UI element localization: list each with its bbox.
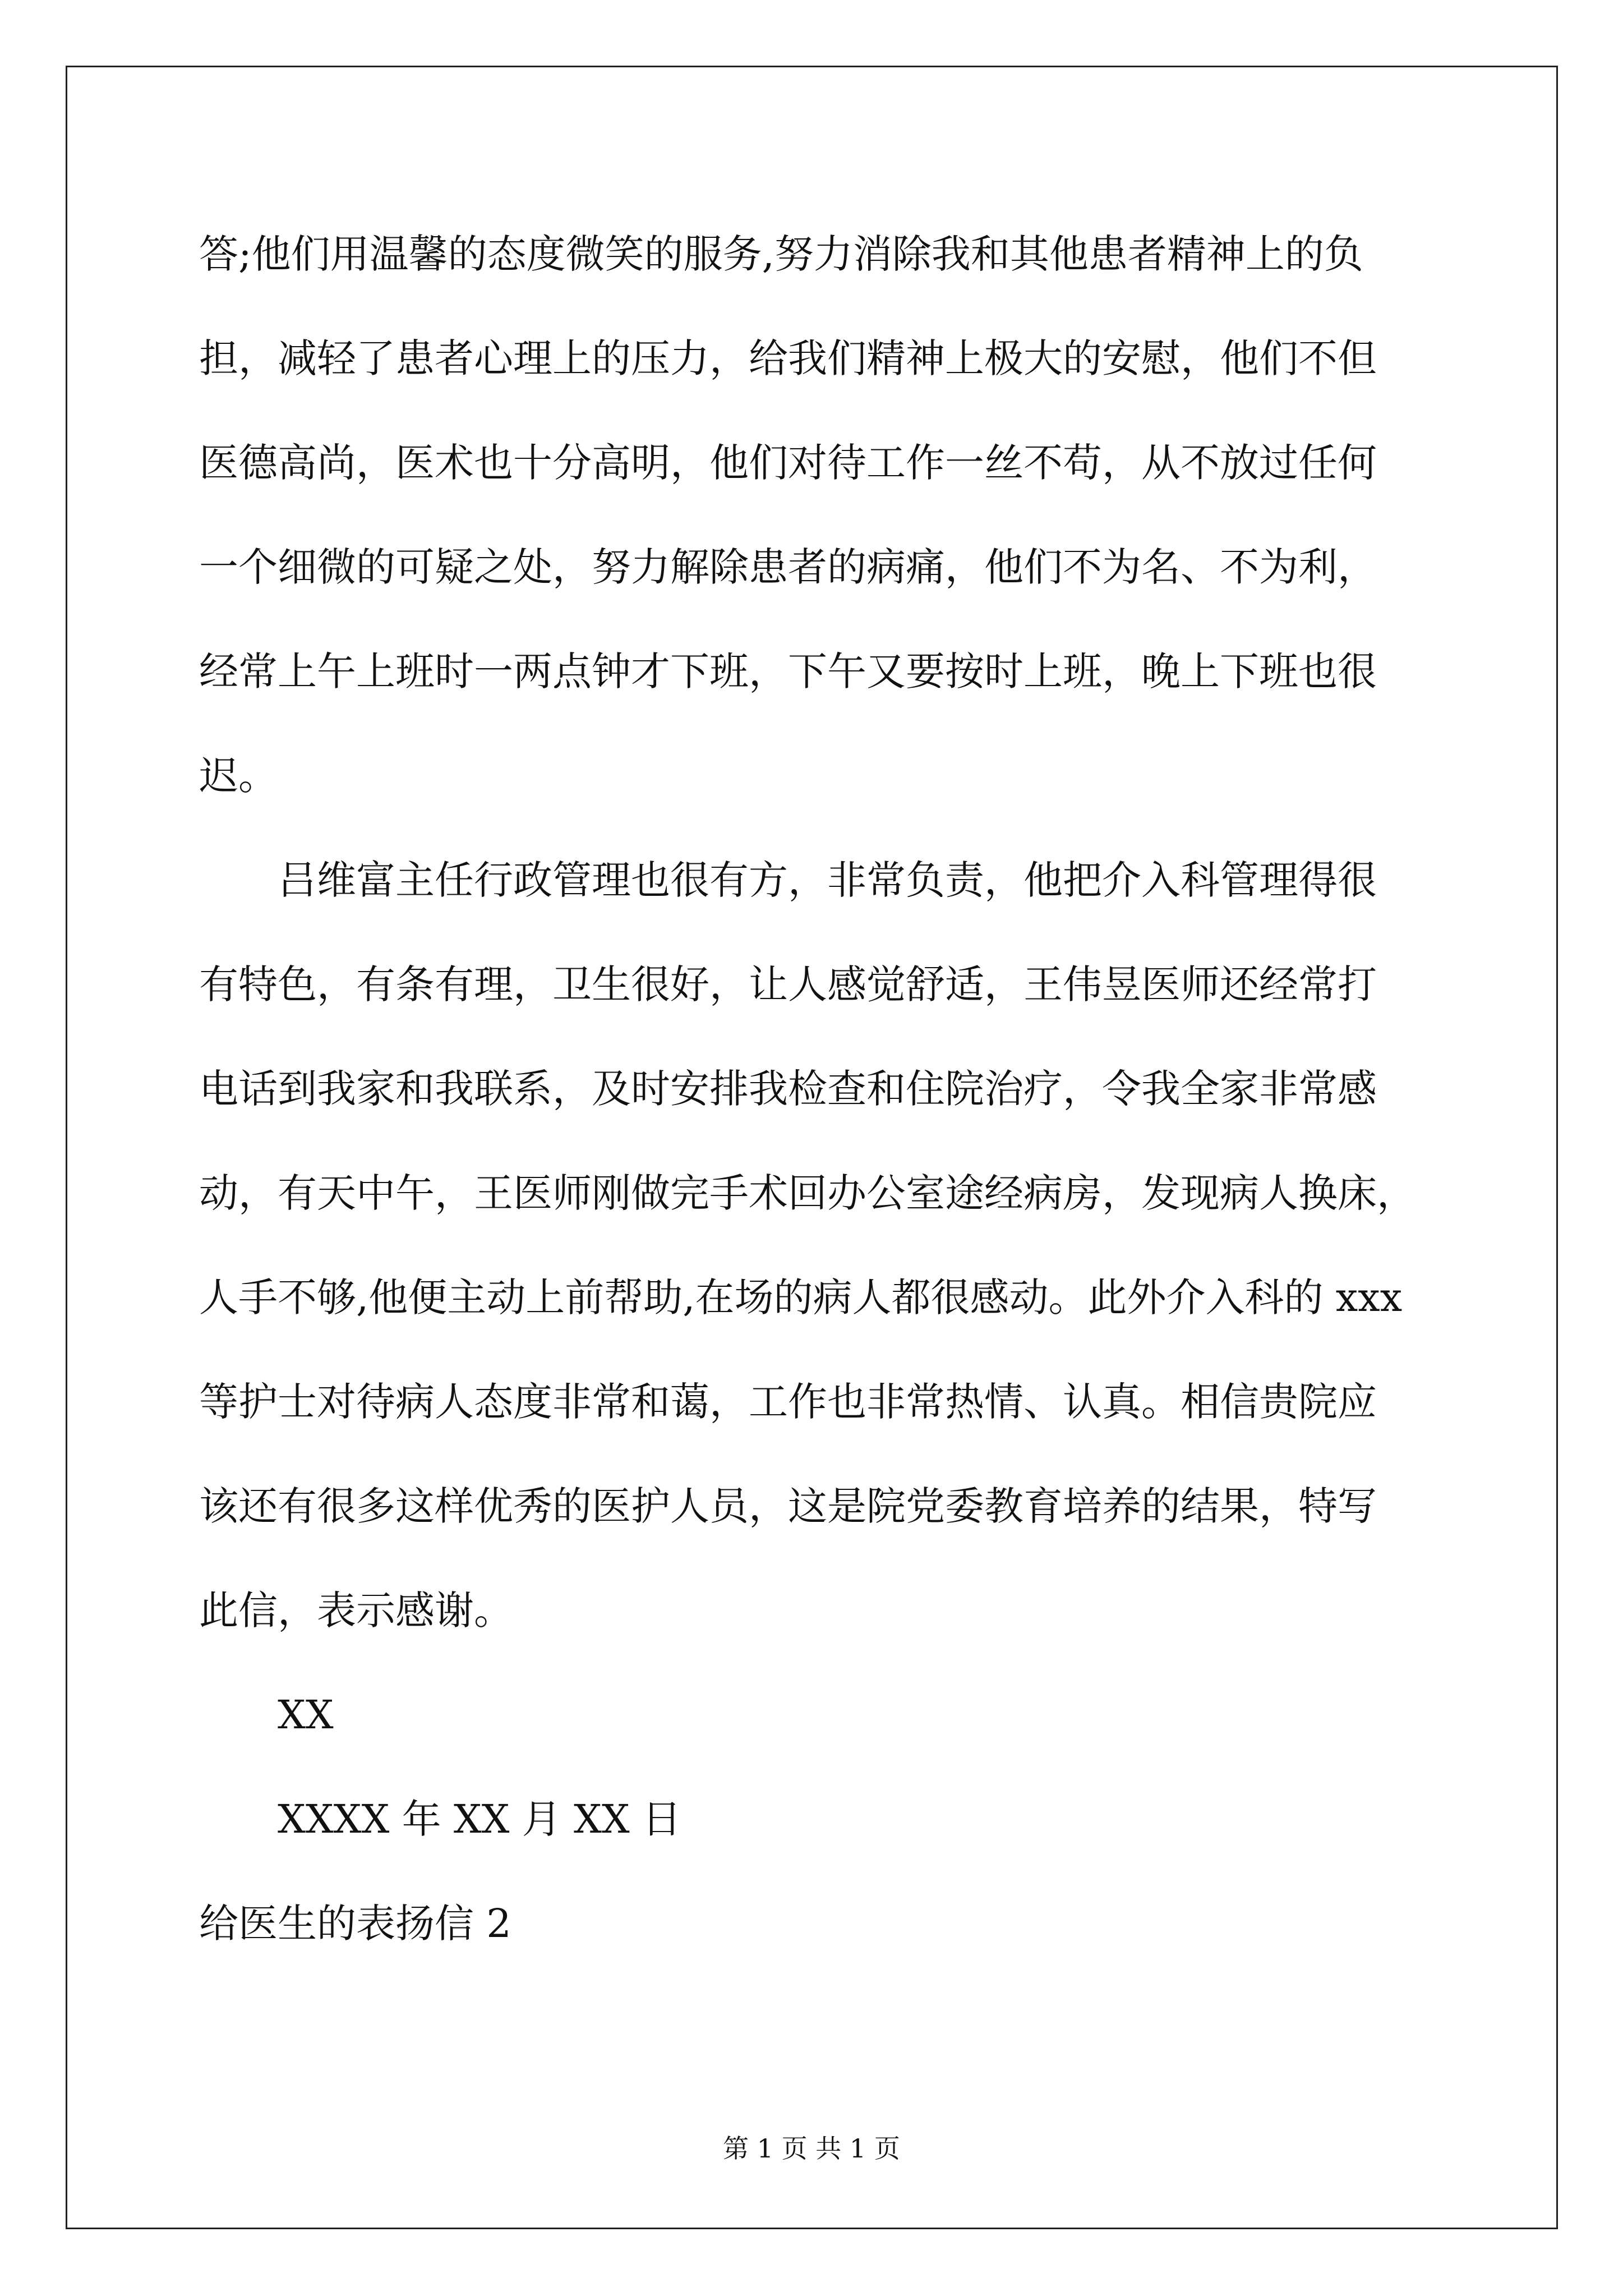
text-line: 有特色，有条有理，卫生很好，让人感觉舒适，王伟昱医师还经常打: [199, 961, 1377, 1007]
text-line: 动，有天中午，王医师刚做完手术回办公室途经病房，发现病人换床，: [199, 1170, 1416, 1216]
paragraph-1: [199, 202, 1438, 828]
letter-date: XXXX 年 XX 月 XX 日: [278, 1796, 681, 1842]
text-line: 经常上午上班时一两点钟才下班，下午又要按时上班，晚上下班也很: [199, 648, 1377, 694]
text-line: 电话到我家和我联系，及时安排我检查和住院治疗，令我全家非常感: [199, 1066, 1377, 1112]
signature: XX: [278, 1692, 334, 1738]
text-line: 该还有很多这样优秀的医护人员，这是院党委教育培养的结果，特写: [199, 1483, 1377, 1529]
text-line: 此信，表示感谢。: [199, 1588, 513, 1634]
letter-body: [199, 202, 1438, 1976]
text-line: 吕维富主任行政管理也很有方，非常负责，他把介入科管理得很: [278, 857, 1377, 903]
page-number-footer: 第 1 页 共 1 页: [723, 2133, 900, 2164]
text-line: 等护士对待病人态度非常和蔼，工作也非常热情、认真。相信贵院应: [199, 1379, 1377, 1425]
text-line: 一个细微的可疑之处，努力解除患者的病痛，他们不为名、不为利，: [199, 544, 1377, 590]
text-line: 答;他们用温馨的态度微笑的服务,努力消除我和其他患者精神上的负: [199, 231, 1363, 277]
section-title: 给医生的表扬信 2: [199, 1901, 511, 1947]
text-line: 人手不够,他便主动上前帮助,在场的病人都很感动。此外介入科的 xxx: [199, 1274, 1403, 1320]
text-line: 担，减轻了患者心理上的压力，给我们精神上极大的安慰，他们不但: [199, 335, 1377, 381]
paragraph-2: [199, 828, 1438, 1663]
text-line: 迟。: [199, 753, 278, 799]
text-line: 医德高尚，医术也十分高明，他们对待工作一丝不苟，从不放过任何: [199, 440, 1377, 486]
